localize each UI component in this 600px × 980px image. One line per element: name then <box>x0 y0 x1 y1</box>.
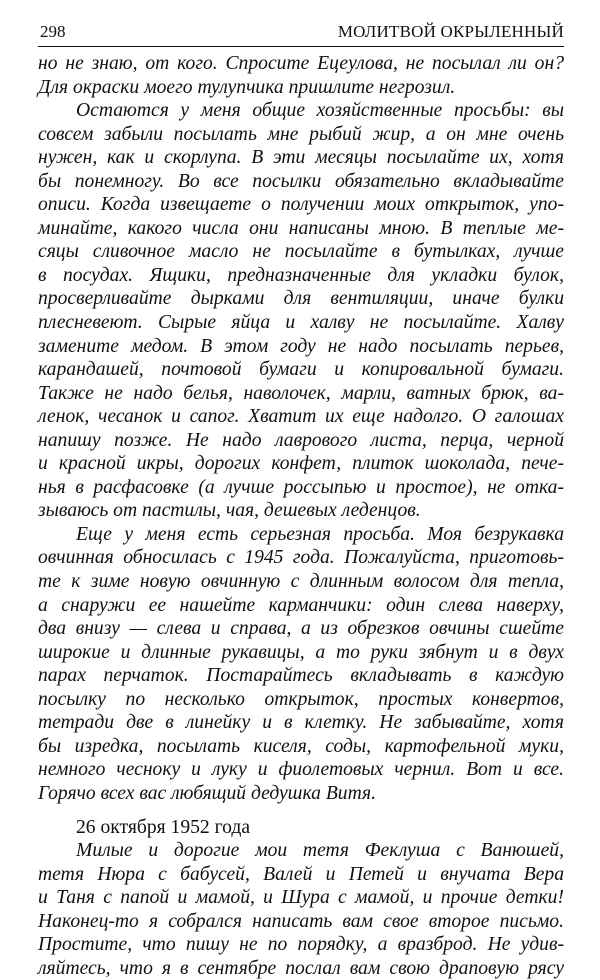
text-line: посылку по несколько открыток, простых конвертов, <box>38 688 564 710</box>
text-line: бы изредка, посылать киселя, соды, картофельной муки, <box>38 735 564 757</box>
text-line: Наконец-то я собрался написать вам свое второе письмо. <box>38 910 564 932</box>
text-line: парах перчаток. Постарайтесь вкладывать в каждую <box>38 665 564 687</box>
text-line: тетя Нюра с бабусей, Валей и Петей и внучата Вера <box>38 863 564 885</box>
text-line: совсем забыли посылать мне рыбий жир, а он мне очень <box>38 123 564 145</box>
text-line: замените медом. В этом году не надо посылать перьев, <box>38 335 564 357</box>
text-line: широкие и длинные рукавицы, а то руки зябнут и в двух <box>38 641 564 663</box>
text-line: напишу позже. Не надо лаврового листа, перца, черной <box>38 429 564 451</box>
text-line: и красной икры, дорогих конфет, плиток шоколада, пече- <box>38 453 564 475</box>
text-line: Для окраски моего тулупчика пришлите негрозил. <box>38 76 456 98</box>
text-line: минайте, какого числа они написаны мною. В теплые ме- <box>38 217 564 239</box>
text-line: ленок, чесанок и сапог. Хватит их еще надолго. О галошах <box>38 406 564 428</box>
text-line: а снаружи ее нашейте карманчики: один слева наверху, <box>38 594 564 616</box>
text-line: Еще у меня есть серьезная просьба. Моя безрукавка <box>76 523 564 545</box>
text-line: нья в расфасовке (а лучше россыпью и простое), не отка- <box>38 476 564 498</box>
text-line: плесневеют. Сырые яйца и халву не посылайте. Халву <box>38 312 564 334</box>
letter-body-part-2 <box>38 839 564 980</box>
text-line: и Таня с папой и мамой, и Шура с мамой, и прочие детки! <box>38 887 564 909</box>
text-line: тетради две в линейку и в клетку. Не забывайте, хотя <box>38 712 564 734</box>
letter-body-part-1 <box>38 52 564 806</box>
text-line: овчинная обносилась с 1945 года. Пожалуйста, приготовь- <box>38 547 564 569</box>
text-line: ляйтесь, что я в сентябре послал вам свою драповую рясу <box>38 957 564 979</box>
text-line: просверливайте дырками для вентиляции, иначе булки <box>38 288 564 310</box>
text-line: зываюсь от пастилы, чая, дешевых леденцов. <box>38 500 421 522</box>
text-line: карандашей, почтовой бумаги и копировальной бумаги. <box>38 359 564 381</box>
text-line: Простите, что пишу не по порядку, а вразброд. Не удив- <box>38 934 564 956</box>
text-line: Горячо всех вас любящий дедушка Витя. <box>38 782 376 804</box>
text-line: сяцы сливочное масло не посылайте в бутылках, лучше <box>38 241 564 263</box>
running-head <box>38 20 564 47</box>
body-text <box>38 52 564 980</box>
text-line: два внизу — слева и справа, а из обрезков овчины сшейте <box>38 618 564 640</box>
running-title: МОЛИТВОЙ ОКРЫЛЕННЫЙ <box>337 22 564 41</box>
text-line: бы понемногу. Во все посылки обязательно вкладывайте <box>38 170 564 192</box>
text-line: нужен, как и скорлупа. В эти месяцы посылайте их, хотя <box>38 147 564 169</box>
text-line: Также не надо белья, наволочек, марли, ватных брюк, ва- <box>38 382 564 404</box>
page-number: 298 <box>40 22 66 41</box>
text-line: те к зиме новую овчинную с длинным волосом для тепла, <box>38 571 564 593</box>
text-line: Милые и дорогие мои тетя Феклуша с Ванюшей, <box>76 840 564 862</box>
text-line: но не знаю, от кого. Спросите Ецеулова, не посылал ли он? <box>38 53 564 74</box>
text-line: Остаются у меня общие хозяйственные просьбы: вы <box>76 100 564 122</box>
text-line: в посудах. Ящики, предназначенные для укладки булок, <box>38 264 564 286</box>
text-line: описи. Когда извещаете о получении моих открыток, упо- <box>38 194 564 216</box>
text-line: немного чесноку и луку и фиолетовых чернил. Вот и все. <box>38 759 564 781</box>
date-heading: 26 октября 1952 года <box>76 816 251 838</box>
